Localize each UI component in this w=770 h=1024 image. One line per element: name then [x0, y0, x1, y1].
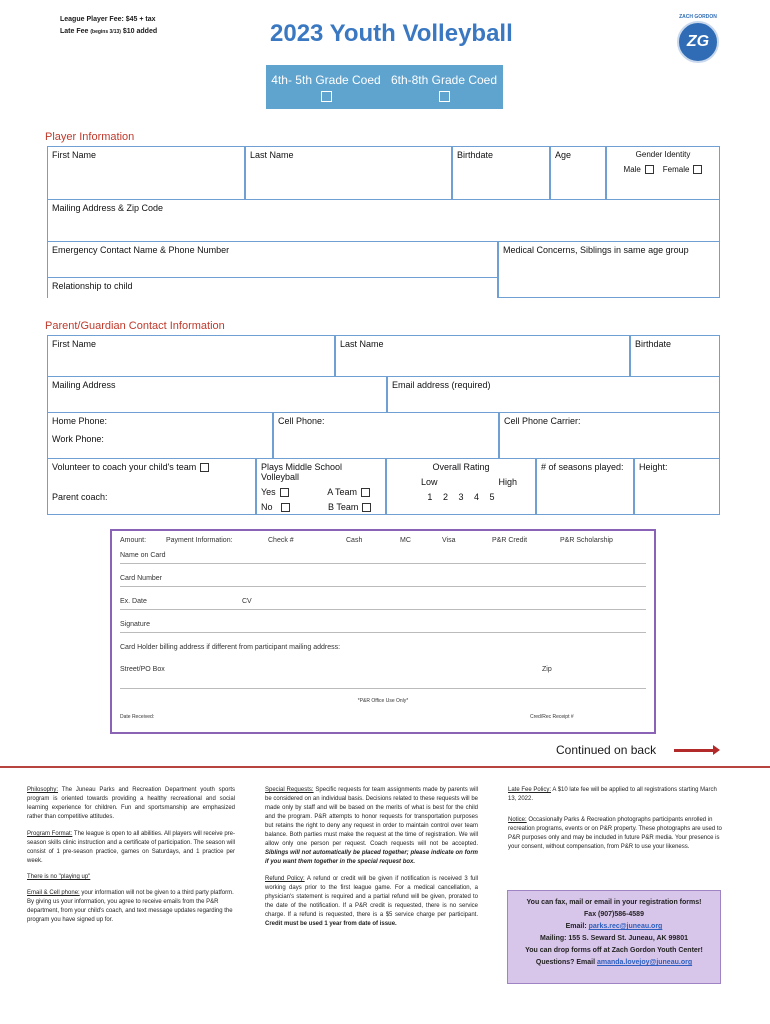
- visa-label[interactable]: Visa: [442, 537, 456, 544]
- player-birthdate-label: Birthdate: [457, 150, 494, 160]
- grade-option-4-5[interactable]: [266, 73, 386, 102]
- pr-credit-label[interactable]: P&R Credit: [492, 537, 528, 544]
- player-birthdate-field[interactable]: [452, 146, 550, 200]
- no-checkbox[interactable]: [281, 503, 290, 512]
- overall-rating-field: [386, 459, 536, 515]
- rating-5[interactable]: 5: [489, 492, 495, 502]
- rating-scale[interactable]: [391, 492, 531, 502]
- a-team-label: A Team: [327, 487, 358, 497]
- player-age-label: Age: [555, 150, 572, 160]
- signature-line[interactable]: [120, 632, 646, 633]
- rating-low-label: Low: [421, 477, 438, 487]
- pr-scholarship-label[interactable]: P&R Scholarship: [560, 537, 613, 544]
- grade-6-8-checkbox[interactable]: [439, 91, 450, 102]
- overall-rating-label: Overall Rating: [432, 462, 490, 472]
- late-fee-text: [60, 28, 157, 35]
- seasons-played-field[interactable]: [536, 459, 634, 515]
- male-label: Male: [623, 165, 641, 174]
- contact-dropoff: You can drop forms off at Zach Gordon Youth Center!: [525, 947, 703, 954]
- program-title: Program Format:: [27, 831, 73, 837]
- program-text: The league is open to all abilities. All players will receive pre-season skills clinic instruction and a certificate of participation. The season will consist of 1 pre-season practice, games on Saturdays, and 1 practice per week.: [27, 831, 236, 864]
- guardian-info-heading: Parent/Guardian Contact Information: [45, 320, 225, 332]
- grade-option-4-5-label: 4th- 5th Grade Coed: [271, 73, 381, 87]
- player-age-field[interactable]: [550, 146, 606, 200]
- player-last-name-field[interactable]: [245, 146, 452, 200]
- rating-2[interactable]: 2: [442, 492, 448, 502]
- office-use-label: *P&R Office Use Only*: [357, 698, 409, 704]
- seasons-played-label: # of seasons played:: [541, 462, 624, 472]
- late-fee-policy-title: Late Fee Policy:: [508, 787, 552, 793]
- rating-3[interactable]: 3: [458, 492, 464, 502]
- player-mailing-field[interactable]: [47, 200, 720, 242]
- continued-on-back: Continued on back: [556, 743, 657, 757]
- arrow-right-icon: [674, 749, 714, 752]
- cell-carrier-label: Cell Phone Carrier:: [504, 416, 581, 426]
- contact-box: [507, 890, 721, 984]
- no-playing-up: There is no "playing up": [27, 874, 91, 880]
- medical-concerns-field[interactable]: [498, 242, 720, 298]
- yes-label: Yes: [261, 487, 276, 497]
- contact-mailing: Mailing: 155 S. Seward St. Juneau, AK 99801: [540, 935, 688, 942]
- guardian-mailing-label: Mailing Address: [52, 380, 116, 390]
- medical-concerns-label: Medical Concerns, Siblings in same age group: [503, 245, 689, 255]
- male-checkbox[interactable]: [645, 165, 654, 174]
- female-checkbox[interactable]: [693, 165, 702, 174]
- signature-label: Signature: [120, 621, 150, 628]
- contact-email-line: [508, 921, 720, 933]
- cv-label: CV: [242, 598, 252, 605]
- name-on-card-line[interactable]: [120, 563, 646, 564]
- plays-ms-field: [256, 459, 386, 515]
- volunteer-coach-field: [47, 459, 256, 515]
- contact-fax: Fax (907)586-4589: [584, 911, 644, 918]
- b-team-checkbox[interactable]: [362, 503, 371, 512]
- philosophy-text: The Juneau Parks and Recreation Department youth sports program is oriented towards providing a healthy recreational and social learning experience for children. Fun and sportsmanship are emphasized rather than competitive attitudes.: [27, 787, 235, 820]
- home-phone-label: Home Phone:: [52, 416, 108, 426]
- special-requests-text: Specific requests for team assignments made by parents will be considered on an individual basis. Decisions related to these requests will be made only by staff and will be based on the merits of what is best for the child and the program. P&R attempts to honor requests for transportation purposes but retains the right to deny any request in order to maintain control over team balance. Both parties must make the request at the time of registration. We will allow only one person per request. Coach requests will not be accepted.: [265, 787, 478, 847]
- siblings-note: Siblings will not automatically be placed together; please indicate on form if you want them together in the special request box.: [265, 850, 478, 865]
- player-first-name-field[interactable]: [47, 146, 245, 200]
- volunteer-checkbox[interactable]: [200, 463, 209, 472]
- contact-questions-link[interactable]: amanda.lovejoy@juneau.org: [596, 959, 693, 966]
- yes-checkbox[interactable]: [280, 488, 289, 497]
- contact-email-link[interactable]: parks.rec@juneau.org: [588, 923, 663, 930]
- player-first-name-label: First Name: [52, 150, 97, 160]
- notice-text: Occasionally Parks & Recreation photographs participants enrolled in recreation programs, events or on P&R property. These photographs are used to P&R purposes only and may be included in future P&R media. Your presence is your consent, without compensation, from P&R to use your likeness.: [508, 817, 722, 850]
- special-requests-title: Special Requests:: [265, 787, 314, 793]
- rating-high-label: High: [498, 477, 517, 487]
- gender-identity-field: [606, 146, 720, 200]
- emergency-contact-field[interactable]: [47, 242, 498, 278]
- guardian-mailing-field[interactable]: [47, 377, 387, 413]
- footer-col-middle: [265, 786, 478, 929]
- plays-ms-label: Plays Middle School Volleyball: [261, 462, 343, 482]
- logo-badge: ZG: [677, 21, 719, 63]
- name-on-card-label: Name on Card: [120, 552, 166, 559]
- ex-date-line[interactable]: [120, 609, 646, 610]
- email-cell-title: Email & Cell phone:: [27, 890, 80, 896]
- guardian-first-name-label: First Name: [52, 339, 97, 349]
- guardian-email-field[interactable]: [387, 377, 720, 413]
- refund-policy-text: A refund or credit will be given if notification is received 3 full working days prior to the first league game. For a medical cancellation, a physician's statement is required and a partial refund will be given, prorated to the date of the notification. If a P&R credit is requested, there is no service charge. If a refund is requested, there is a $5 service charge per participant.: [265, 876, 478, 918]
- relationship-label: Relationship to child: [52, 281, 133, 291]
- page-title: 2023 Youth Volleyball: [270, 20, 513, 47]
- philosophy-title: Philosophy:: [27, 787, 59, 793]
- contact-questions-label: Questions? Email: [535, 959, 597, 966]
- billing-label: Card Holder billing address if different from participant mailing address:: [120, 644, 341, 651]
- late-fee-amount: $10 added: [122, 28, 158, 35]
- amount-label: Amount:: [120, 537, 147, 544]
- logo-ring-text: ZACH GORDON: [679, 14, 717, 20]
- card-number-label: Card Number: [120, 575, 163, 582]
- league-fee-text: League Player Fee: $45 + tax: [60, 16, 156, 23]
- grade-4-5-checkbox[interactable]: [321, 91, 332, 102]
- zach-gordon-logo: [676, 14, 720, 63]
- mc-label[interactable]: MC: [400, 537, 411, 544]
- b-team-label: B Team: [328, 502, 359, 513]
- player-info-heading: Player Information: [45, 131, 135, 143]
- refund-policy-title: Refund Policy:: [265, 876, 305, 882]
- volunteer-label: Volunteer to coach your child's team: [52, 462, 197, 472]
- gender-identity-label: Gender Identity: [635, 150, 691, 159]
- late-fee-label: Late Fee: [60, 28, 89, 35]
- ex-date-label: Ex. Date: [120, 598, 147, 605]
- cell-phone-field[interactable]: [273, 413, 499, 459]
- work-phone-label: Work Phone:: [52, 434, 104, 444]
- card-number-line[interactable]: [120, 586, 646, 587]
- a-team-checkbox[interactable]: [361, 488, 370, 497]
- check-label[interactable]: Check #: [268, 537, 294, 544]
- player-mailing-label: Mailing Address & Zip Code: [52, 203, 164, 213]
- email-cell-text: your information will not be given to a third party platform. By giving us your information, you agree to receive emails from the P&R department, from your child's coach, and text message updates regarding the program you have signed up for.: [27, 890, 234, 923]
- guardian-birthdate-label: Birthdate: [635, 339, 672, 349]
- parent-coach-label: Parent coach:: [52, 492, 108, 503]
- guardian-email-label: Email address (required): [392, 380, 491, 390]
- contact-email-label: Email:: [565, 923, 589, 930]
- street-label: Street/PO Box: [120, 666, 165, 673]
- emergency-contact-label: Emergency Contact Name & Phone Number: [52, 245, 230, 255]
- no-label: No: [261, 502, 273, 513]
- grade-option-6-8-label: 6th-8th Grade Coed: [390, 73, 498, 87]
- female-label: Female: [662, 165, 690, 174]
- footer-col-right: [508, 786, 723, 852]
- grade-selector: [266, 65, 503, 109]
- cell-phone-label: Cell Phone:: [278, 416, 325, 426]
- rating-4[interactable]: 4: [474, 492, 480, 502]
- contact-line-forms: You can fax, mail or email in your registration forms!: [526, 899, 702, 906]
- guardian-birthdate-field[interactable]: [630, 335, 720, 377]
- zip-label: Zip: [542, 666, 552, 673]
- height-field[interactable]: [634, 459, 720, 515]
- guardian-first-name-field[interactable]: [47, 335, 335, 377]
- footer-divider: [0, 766, 770, 768]
- relationship-field[interactable]: [47, 278, 498, 298]
- guardian-last-name-label: Last Name: [340, 339, 384, 349]
- contact-questions-line: [508, 957, 720, 969]
- cash-label[interactable]: Cash: [346, 537, 363, 544]
- notice-title: Notice:: [508, 817, 527, 823]
- refund-policy-credit: Credit must be used 1 year from date of issue.: [265, 921, 397, 927]
- player-last-name-label: Last Name: [250, 150, 294, 160]
- late-fee-date: (begins 3/13): [90, 29, 121, 35]
- street-line[interactable]: [120, 688, 646, 689]
- footer-col-left: [27, 786, 235, 925]
- late-fee-policy-text: A $10 late fee will be applied to all registrations starting March 13, 2022.: [508, 787, 717, 802]
- receipt-label: Cred/Rec Receipt #: [530, 714, 574, 720]
- home-work-phone-field[interactable]: [47, 413, 273, 459]
- grade-option-6-8[interactable]: [384, 73, 504, 102]
- date-received-label: Date Received:: [120, 714, 155, 720]
- height-label: Height:: [639, 462, 668, 472]
- guardian-last-name-field[interactable]: [335, 335, 630, 377]
- rating-1[interactable]: 1: [427, 492, 433, 502]
- payment-info-label: Payment Information:: [166, 537, 233, 544]
- cell-carrier-field[interactable]: [499, 413, 720, 459]
- payment-box: [110, 529, 656, 734]
